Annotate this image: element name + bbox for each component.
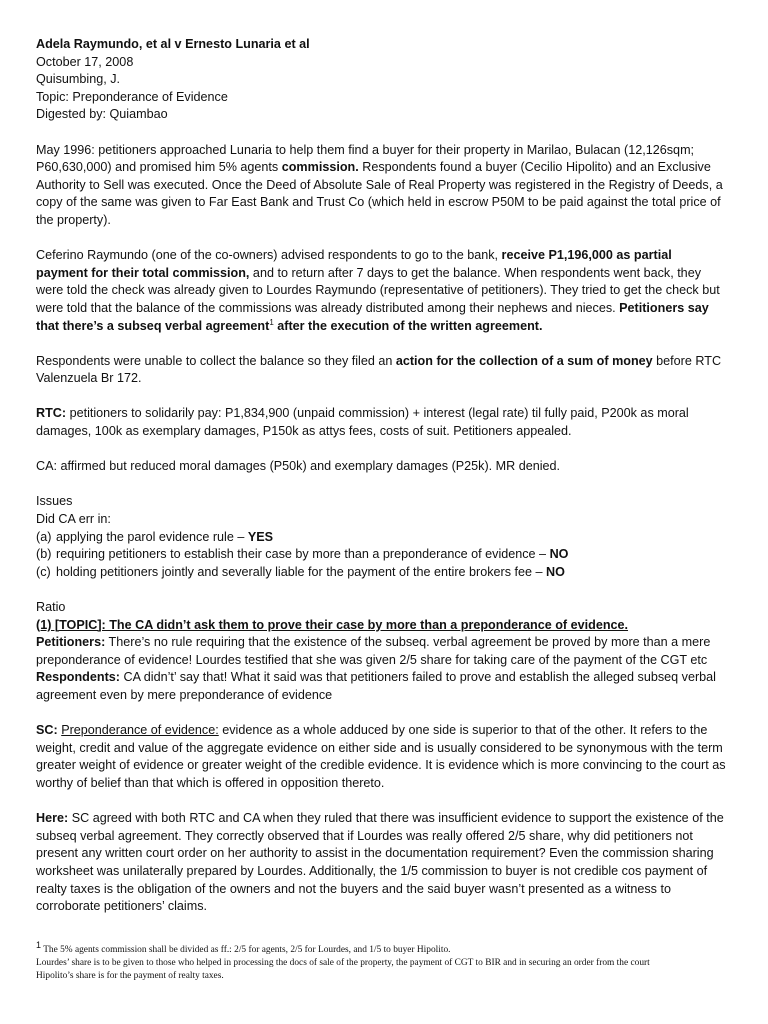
digested-by: Digested by: Quiambao bbox=[36, 107, 168, 122]
ratio-topic: (1) [TOPIC]: The CA didn’t ask them to prove their case by more than a preponderance of evidence. bbox=[36, 617, 629, 632]
footnote-line: $^1$ The 5% agents commission shall be divided as ff.: 2/5 for agents, 2/5 for Lourdes, and 1/5 to buyer Hipolito. bbox=[36, 939, 451, 955]
rtc-ruling: RTC: petitioners to solidarily pay: P1,834,900 (unpaid commission) + interest (legal rate) til fully paid, P200k as moral damages, 100k as exemplary damages, P150k as attys fees, costs of suit. Petitioners appealed. bbox=[36, 406, 689, 439]
ponente: Quisumbing, J. bbox=[36, 72, 120, 87]
document-page bbox=[36, 36, 726, 916]
issue-item: (c) holding petitioners jointly and severally liable for the payment of the entire brokers fee – NO bbox=[36, 564, 565, 579]
case-title: Adela Raymundo, et al v Ernesto Lunaria et al bbox=[36, 37, 310, 51]
decision-date: October 17, 2008 bbox=[36, 54, 134, 69]
issues-heading: Issues bbox=[36, 494, 73, 509]
issues-intro: Did CA err in: bbox=[36, 512, 111, 527]
sc-definition: SC: Preponderance of evidence: evidence as a whole adduced by one side is superior to that of the other. It refers to the weight, credit and value of the aggregate evidence on either side and is usually considered to be synonymous with the term greater weight of evidence or greater weight of the credible evidence. It is evidence which is more convincing to the court as worthy of belief than that which is offered in opposition thereto. bbox=[36, 723, 726, 790]
ca-ruling: CA: affirmed but reduced moral damages (P50k) and exemplary damages (P25k). MR denied. bbox=[36, 459, 561, 474]
footnote-line: Lourdes’ share is to be given to those who helped in processing the docs of sale of the property, the payment of CGT to BIR and in securing an order from the court bbox=[36, 958, 650, 968]
footnote-marker: 1 bbox=[36, 939, 42, 950]
facts-paragraph-2: Ceferino Raymundo (one of the co-owners) advised respondents to go to the bank, receive P1,196,000 as partial payment for their total commission, and to return after 7 days to get the balance. When respondents went back, they were told the check was already given to Lourdes Raymundo (representative of petitioners). They tried to get the check but were told that the balance of the commissions was already distributed among their nephews and nieces. Petitioners say that there’s a subseq verbal agreement$^1$ after the execution of the written agreement. bbox=[36, 248, 720, 333]
footnote-reference[interactable]: 1 bbox=[269, 317, 274, 327]
footnote bbox=[36, 939, 736, 983]
here-ruling: Here: SC agreed with both RTC and CA when they ruled that there was insufficient evidence to support the existence of the subseq verbal agreement. They correctly observed that if Lourdes was really offered 2/5 share, why did petitioners not present any written court order on her authority to assist in the documentation requirement? Even the commission sharing worksheet was unilaterally prepared by Lourdes. Additionally, the 1/5 commission to buyer is not credible cos payment of realty taxes is the obligation of the owners and not the buyers and the said buyer wasn’t presented as a witness to corroborate petitioners’ claims. bbox=[36, 811, 724, 914]
footnote-line: Hipolito’s share is for the payment of realty taxes. bbox=[36, 971, 224, 981]
ratio-heading: Ratio bbox=[36, 600, 66, 614]
respondents-argument: Respondents: CA didn’t’ say that! What it said was that petitioners failed to prove and establish the alleged subseq verbal agreement even by mere preponderance of evidence bbox=[36, 670, 716, 702]
topic: Topic: Preponderance of Evidence bbox=[36, 89, 228, 104]
petitioners-argument: Petitioners: There’s no rule requiring that the existence of the subseq. verbal agreement be proved by more than a mere preponderance of evidence! Lourdes testified that she was given 2/5 share for taking care of the payment of the CGT etc bbox=[36, 635, 711, 667]
facts-paragraph-3: Respondents were unable to collect the balance so they filed an action for the collection of a sum of money before RTC Valenzuela Br 172. bbox=[36, 353, 722, 386]
facts-paragraph-1: May 1996: petitioners approached Lunaria to help them find a buyer for their property in Marilao, Bulacan (12,126sqm; P60,630,000) and promised him 5% agents commission. Respondents found a buyer (Cecilio Hipolito) and an Exclusive Authority to Sell was executed. Once the Deed of Absolute Sale of Real Property was registered in the Registry of Deeds, a copy of the same was given to Far East Bank and Trust Co (which held in escrow P50M to be paid against the total price of the property). bbox=[36, 142, 723, 227]
issue-item: (b) requiring petitioners to establish their case by more than a preponderance of evidence – NO bbox=[36, 547, 569, 562]
issue-item: (a) applying the parol evidence rule – YES bbox=[36, 529, 274, 544]
